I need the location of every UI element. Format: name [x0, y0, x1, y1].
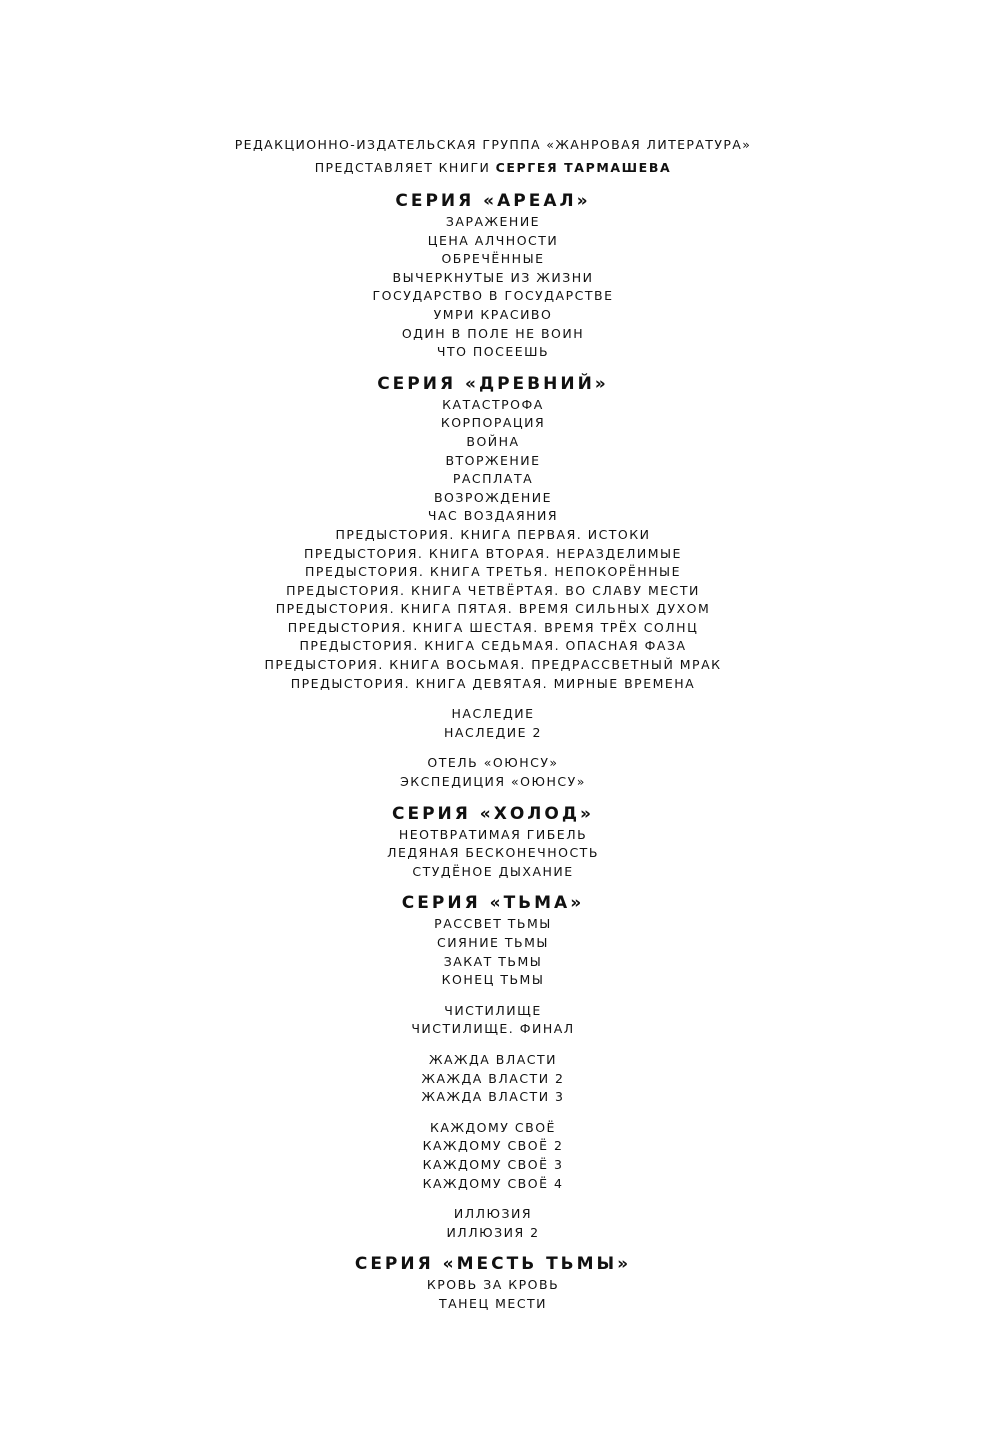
series-section	[0, 891, 986, 1242]
book-title: ГОСУДАРСТВО В ГОСУДАРСТВЕ	[372, 288, 614, 304]
book-group	[0, 1119, 986, 1193]
book-title: ПРЕДЫСТОРИЯ. КНИГА ВТОРАЯ. НЕРАЗДЕЛИМЫЕ	[304, 545, 682, 561]
series-title: СЕРИЯ «ДРЕВНИЙ»	[377, 373, 609, 394]
book-title: КОНЕЦ ТЬМЫ	[441, 972, 545, 988]
book-group	[0, 826, 986, 882]
book-title: ЧИСТИЛИЩЕ	[444, 1002, 542, 1018]
book-title: ЖАЖДА ВЛАСТИ 2	[421, 1070, 565, 1086]
book-title: ПРЕДЫСТОРИЯ. КНИГА ПЯТАЯ. ВРЕМЯ СИЛЬНЫХ ДУХОМ	[275, 601, 711, 617]
book-group	[0, 1276, 986, 1313]
book-title: НЕОТВРАТИМАЯ ГИБЕЛЬ	[398, 826, 588, 842]
series-list	[0, 189, 986, 1314]
book-title: ПРЕДЫСТОРИЯ. КНИГА СЕДЬМАЯ. ОПАСНАЯ ФАЗА	[299, 638, 687, 654]
book-title: ЧТО ПОСЕЕШЬ	[436, 344, 550, 360]
author-name: СЕРГЕЯ ТАРМАШЕВА	[495, 160, 672, 175]
book-title: НАСЛЕДИЕ	[451, 706, 535, 722]
presents-prefix: ПРЕДСТАВЛЯЕТ КНИГИ	[314, 160, 496, 175]
book-title: ЖАЖДА ВЛАСТИ 3	[421, 1089, 565, 1105]
book-group	[0, 1205, 986, 1242]
book-title: ПРЕДЫСТОРИЯ. КНИГА ТРЕТЬЯ. НЕПОКОРЁННЫЕ	[305, 564, 681, 580]
series-section	[0, 189, 986, 362]
book-title: ОТЕЛЬ «ОЮНСУ»	[427, 755, 559, 771]
book-group	[0, 915, 986, 989]
book-title: КАЖДОМУ СВОЁ 2	[422, 1138, 564, 1154]
book-group	[0, 1002, 986, 1039]
book-title: КАЖДОМУ СВОЁ 3	[422, 1156, 564, 1172]
book-title: ЖАЖДА ВЛАСТИ	[428, 1051, 557, 1067]
book-title: ЗАКАТ ТЬМЫ	[443, 953, 543, 969]
book-list-page	[0, 133, 986, 1314]
series-section	[0, 372, 986, 792]
book-title: КАЖДОМУ СВОЁ 4	[422, 1175, 564, 1191]
book-title: ЭКСПЕДИЦИЯ «ОЮНСУ»	[400, 774, 586, 790]
book-title: ЧИСТИЛИЩЕ. ФИНАЛ	[411, 1021, 575, 1037]
book-group	[0, 1051, 986, 1107]
book-title: ЗАРАЖЕНИЕ	[445, 214, 541, 229]
book-title: ИЛЛЮЗИЯ 2	[446, 1224, 540, 1240]
book-title: ПРЕДЫСТОРИЯ. КНИГА ШЕСТАЯ. ВРЕМЯ ТРЁХ СОЛНЦ	[287, 619, 699, 635]
series-section	[0, 1252, 986, 1313]
book-title: ТАНЕЦ МЕСТИ	[438, 1295, 548, 1311]
book-title: ПРЕДЫСТОРИЯ. КНИГА ПЕРВАЯ. ИСТОКИ	[335, 526, 651, 542]
book-title: КАЖДОМУ СВОЁ	[430, 1119, 556, 1135]
book-title: КОРПОРАЦИЯ	[440, 415, 546, 431]
book-title: НАСЛЕДИЕ 2	[444, 724, 542, 740]
book-group	[0, 396, 986, 694]
publisher-line: РЕДАКЦИОННО-ИЗДАТЕЛЬСКАЯ ГРУППА «ЖАНРОВАЯ ЛИТЕРАТУРА»	[234, 137, 752, 152]
book-title: ЧАС ВОЗДАЯНИЯ	[427, 508, 559, 524]
book-title: ПРЕДЫСТОРИЯ. КНИГА ВОСЬМАЯ. ПРЕДРАССВЕТНЫЙ МРАК	[264, 657, 722, 673]
book-title: ЛЕДЯНАЯ БЕСКОНЕЧНОСТЬ	[387, 845, 599, 861]
series-title: СЕРИЯ «ТЬМА»	[401, 893, 585, 914]
presents-line	[0, 156, 986, 179]
book-title: РАССВЕТ ТЬМЫ	[434, 916, 552, 932]
series-title: СЕРИЯ «МЕСТЬ ТЬМЫ»	[354, 1254, 632, 1275]
series-title: СЕРИЯ «ХОЛОД»	[391, 803, 595, 824]
book-title: РАСПЛАТА	[452, 471, 534, 487]
book-title: КАТАСТРОФА	[442, 396, 544, 412]
book-title: ВОЙНА	[466, 433, 520, 449]
book-title: СТУДЁНОЕ ДЫХАНИЕ	[412, 863, 574, 879]
book-title: КРОВЬ ЗА КРОВЬ	[426, 1277, 560, 1293]
series-title: СЕРИЯ «АРЕАЛ»	[395, 191, 591, 211]
book-title: ЦЕНА АЛЧНОСТИ	[427, 232, 559, 248]
book-title: ВЫЧЕРКНУТЫЕ ИЗ ЖИЗНИ	[392, 269, 594, 285]
book-title: ОБРЕЧЁННЫЕ	[441, 251, 545, 267]
book-group	[0, 754, 986, 791]
book-title: ПРЕДЫСТОРИЯ. КНИГА ЧЕТВЁРТАЯ. ВО СЛАВУ МЕСТИ	[286, 582, 700, 598]
book-group	[0, 705, 986, 742]
book-title: ВТОРЖЕНИЕ	[445, 452, 541, 468]
series-section	[0, 802, 986, 882]
book-title: ОДИН В ПОЛЕ НЕ ВОИН	[401, 325, 585, 341]
book-group	[0, 213, 986, 362]
book-title: СИЯНИЕ ТЬМЫ	[437, 935, 549, 950]
book-title: ВОЗРОЖДЕНИЕ	[433, 489, 553, 505]
book-title: ИЛЛЮЗИЯ	[453, 1206, 533, 1222]
book-title: УМРИ КРАСИВО	[433, 306, 553, 322]
book-title: ПРЕДЫСТОРИЯ. КНИГА ДЕВЯТАЯ. МИРНЫЕ ВРЕМЕНА	[290, 675, 696, 691]
